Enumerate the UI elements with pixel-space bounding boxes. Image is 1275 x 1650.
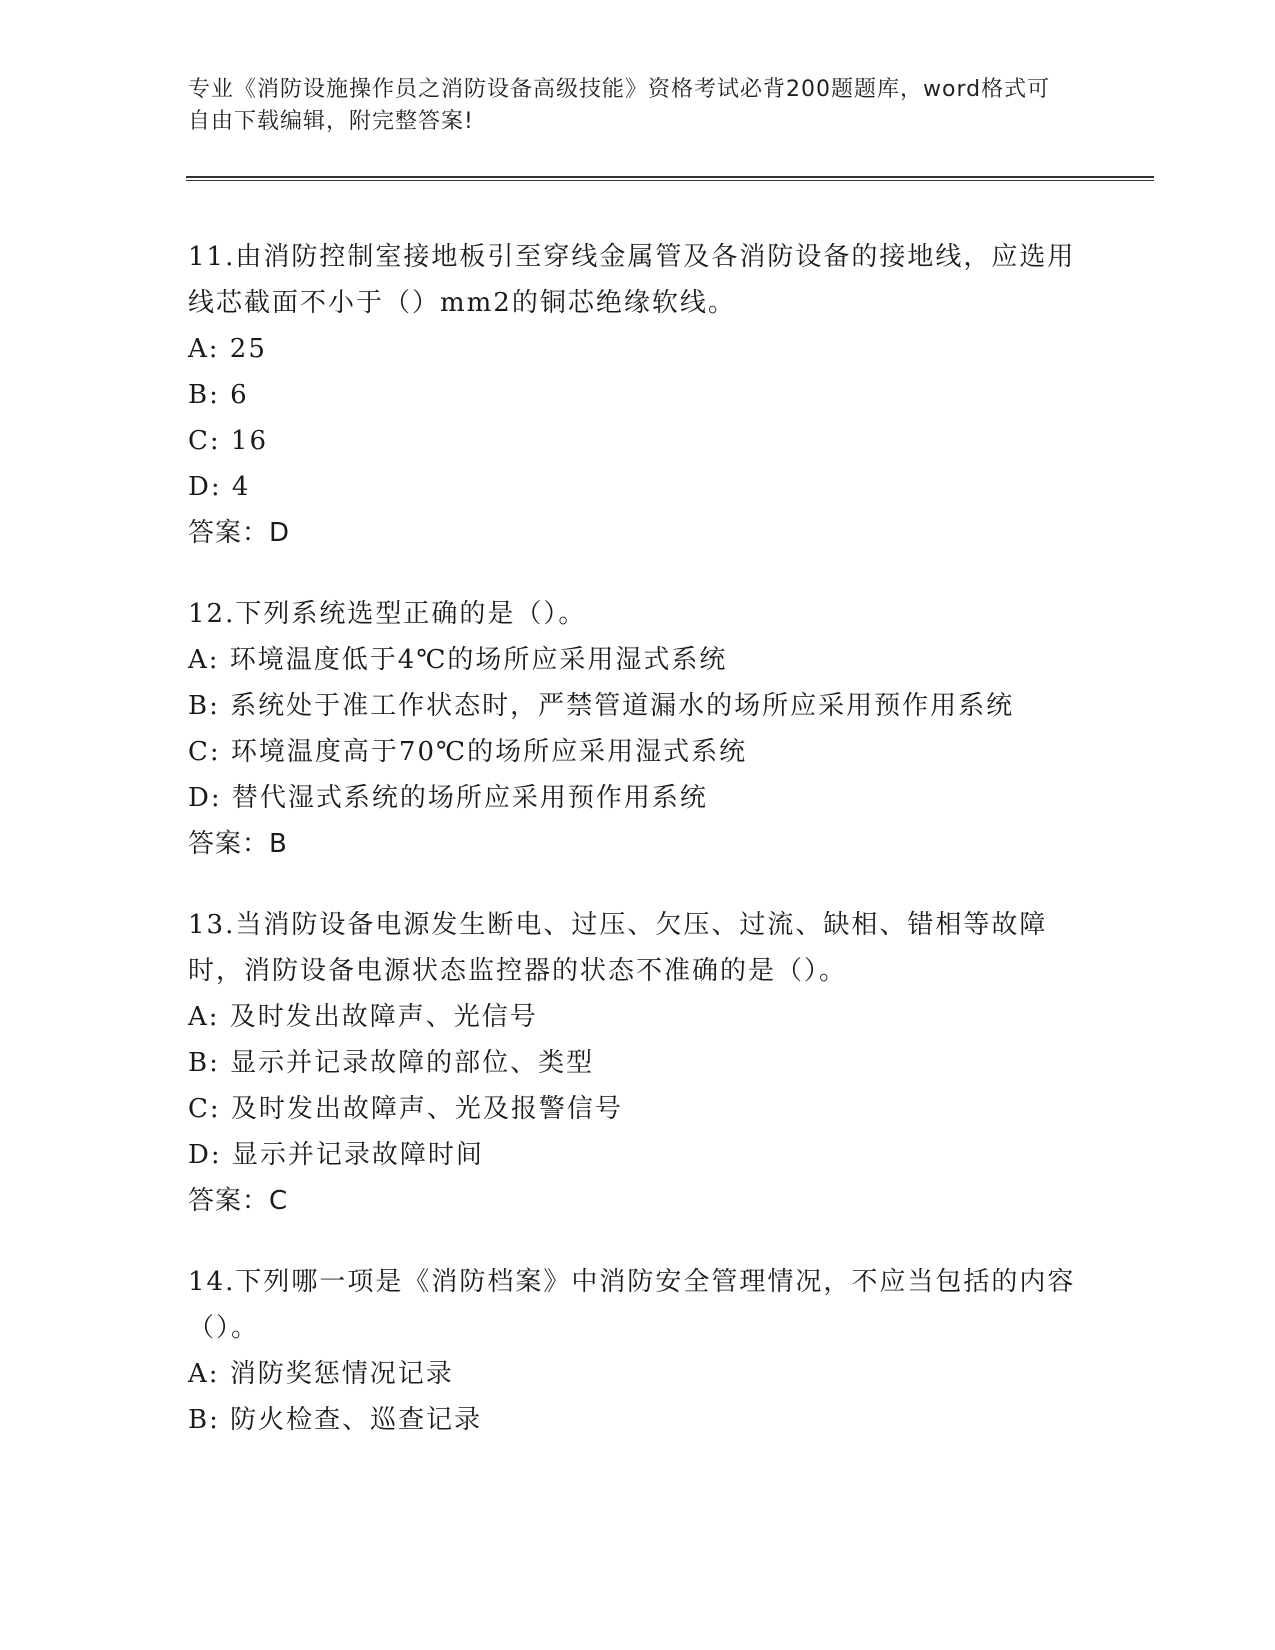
question-stem: 11.由消防控制室接地板引至穿线金属管及各消防设备的接地线，应选用线芯截面不小于（）mm2的铜芯绝缘软线。 (188, 242, 1076, 318)
option-a: A: 环境温度低于4℃的场所应采用湿式系统 (188, 645, 728, 675)
question-13 (188, 902, 1088, 1224)
answer: 答案：B (188, 829, 288, 859)
option-a: A: 消防奖惩情况记录 (188, 1359, 454, 1389)
option-c: C: 环境温度高于70℃的场所应采用湿式系统 (188, 737, 748, 767)
question-stem: 13.当消防设备电源发生断电、过压、欠压、过流、缺相、错相等故障时，消防设备电源状态监控器的状态不准确的是（）。 (188, 910, 1048, 986)
option-d: D: 替代湿式系统的场所应采用预作用系统 (188, 783, 708, 813)
option-b: B: 6 (188, 380, 249, 410)
option-b: B: 显示并记录故障的部位、类型 (188, 1048, 595, 1078)
option-c: C: 16 (188, 426, 269, 456)
option-c: C: 及时发出故障声、光及报警信号 (188, 1094, 623, 1124)
question-stem: 12.下列系统选型正确的是（）。 (188, 599, 587, 629)
option-b: B: 系统处于准工作状态时，严禁管道漏水的场所应采用预作用系统 (188, 691, 1015, 721)
option-d: D: 显示并记录故障时间 (188, 1140, 484, 1170)
question-11 (188, 234, 1088, 556)
option-a: A: 及时发出故障声、光信号 (188, 1002, 538, 1032)
question-14 (188, 1259, 1088, 1443)
document-header: 专业《消防设施操作员之消防设备高级技能》资格考试必背200题题库，word格式可自由下载编辑，附完整答案! (188, 77, 1051, 134)
option-a: A: 25 (188, 334, 267, 364)
question-stem: 14.下列哪一项是《消防档案》中消防安全管理情况，不应当包括的内容（）。 (188, 1267, 1076, 1343)
answer: 答案：C (188, 1186, 289, 1216)
answer: 答案：D (188, 518, 291, 548)
option-d: D: 4 (188, 472, 251, 502)
header-divider (186, 176, 1154, 181)
option-b: B: 防火检查、巡查记录 (188, 1405, 483, 1435)
question-12 (188, 591, 1088, 867)
question-list (188, 234, 1088, 1478)
